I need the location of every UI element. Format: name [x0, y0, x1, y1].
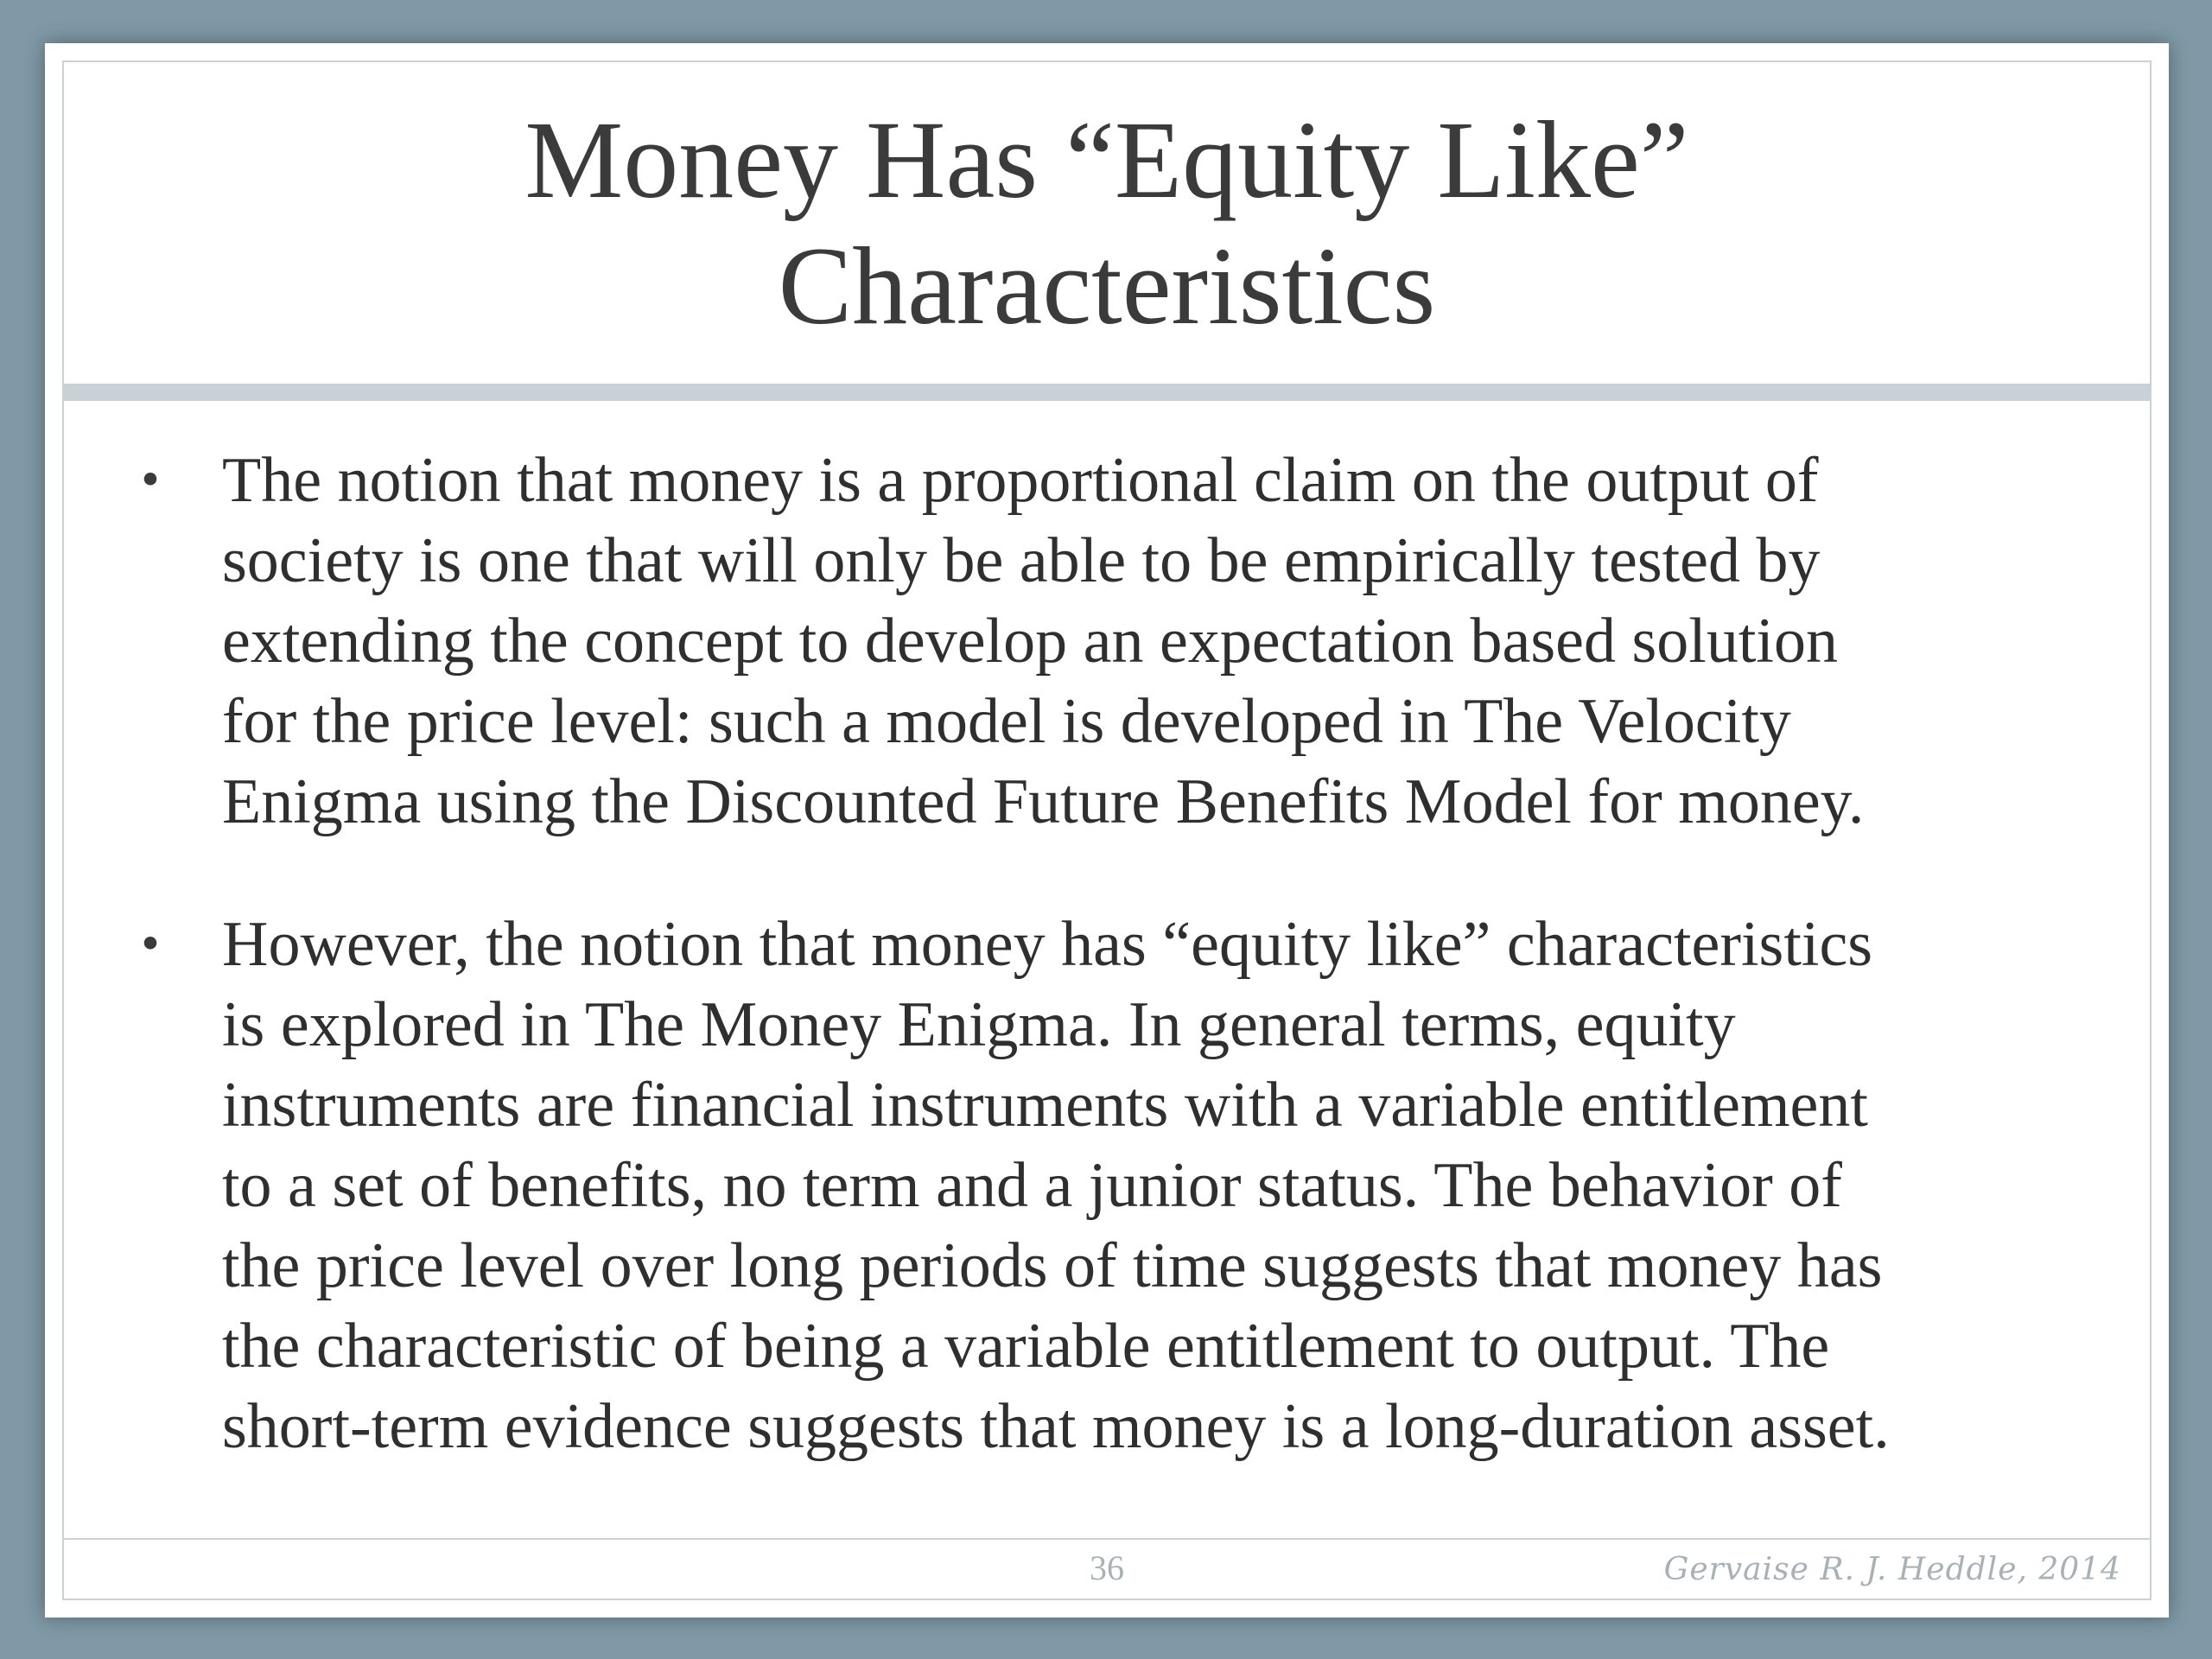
page-number: 36 — [1090, 1548, 1124, 1587]
slide-title-line-1: Money Has “Equity Like” — [524, 99, 1689, 221]
title-divider — [64, 384, 2150, 401]
bullet-item-1 — [45, 441, 2169, 842]
bullet-2-line-4: to a set of benefits, no term and a junior status. The behavior of — [222, 1150, 1842, 1221]
bullet-1-line-3: extending the concept to develop an expectation based solution — [222, 606, 1838, 677]
bullet-1-line-4: for the price level: such a model is developed in The Velocity — [222, 686, 1791, 757]
bullet-marker: • — [137, 919, 163, 969]
bullet-item-2 — [45, 905, 2169, 1467]
bullet-2-line-7: short-term evidence suggests that money is a long-duration asset. — [222, 1391, 1890, 1462]
bullet-2-line-5: the price level over long periods of time suggests that money has — [222, 1230, 1883, 1301]
bullet-1-line-5: Enigma using the Discounted Future Benefits Model for money. — [222, 766, 1865, 837]
slide-title-line-2: Characteristics — [778, 225, 1436, 347]
bullet-2-line-2: is explored in The Money Enigma. In general terms, equity — [222, 989, 1736, 1060]
bullet-2-line-3: instruments are financial instruments with a variable entitlement — [222, 1070, 1868, 1141]
bullet-1-line-2: society is one that will only be able to be empirically tested by — [222, 525, 1821, 596]
bullet-marker: • — [137, 455, 163, 505]
bullet-1-line-1: The notion that money is a proportional claim on the output of — [222, 445, 1819, 516]
author-credit: Gervaise R. J. Heddle, 2014 — [1663, 1552, 2121, 1587]
bullet-2-line-6: the characteristic of being a variable entitlement to output. The — [222, 1311, 1830, 1382]
slide-title — [45, 97, 2169, 349]
footer-divider — [64, 1538, 2150, 1540]
slide — [45, 43, 2169, 1618]
bullet-2-line-1: However, the notion that money has “equity like” characteristics — [222, 909, 1873, 980]
bullet-list — [45, 441, 2169, 1529]
